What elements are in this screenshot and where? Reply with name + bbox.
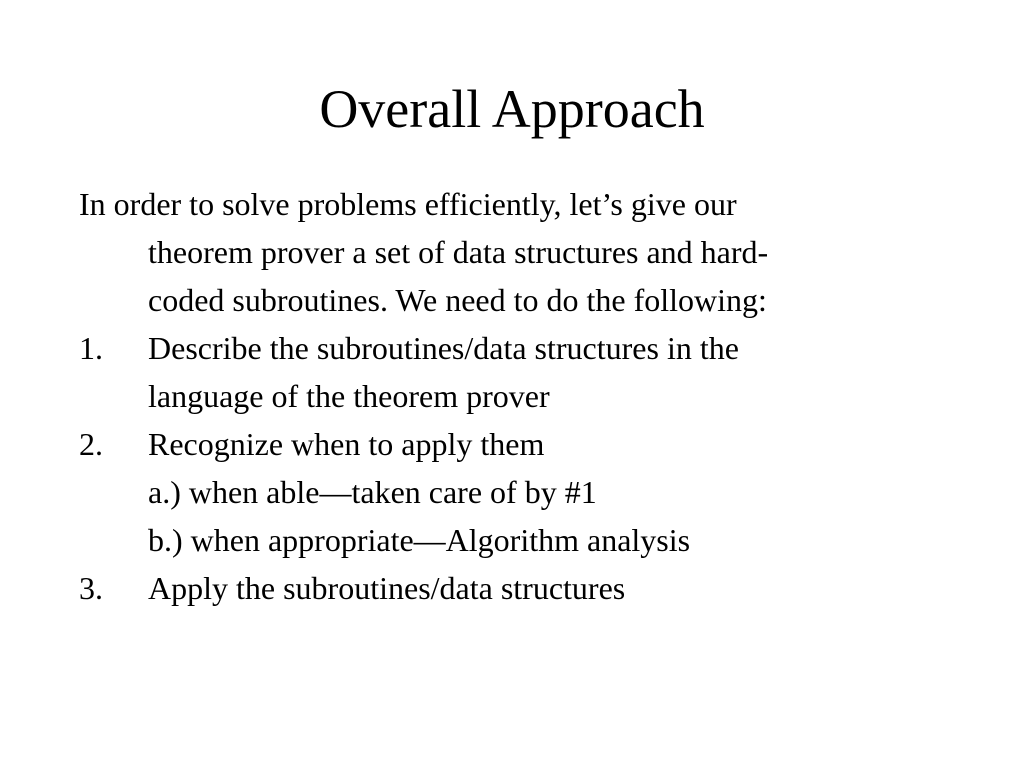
- slide-body: [79, 180, 979, 612]
- step-text: Apply the subroutines/data structures: [148, 570, 626, 606]
- sub-item-a: a.) when able—taken care of by #1: [148, 474, 597, 510]
- step-3: [79, 564, 979, 612]
- step-number: 1.: [79, 330, 103, 366]
- sub-item-b: b.) when appropriate—Algorithm analysis: [148, 522, 691, 558]
- intro-line: In order to solve problems efficiently, let’s give our: [79, 186, 737, 222]
- slide-title: Overall Approach: [319, 79, 705, 139]
- intro-line: theorem prover a set of data structures and hard-: [148, 234, 769, 270]
- step-text: Describe the subroutines/data structures in the: [148, 330, 739, 366]
- step-number: 3.: [79, 570, 103, 606]
- step-2: [79, 420, 979, 468]
- step-1: [79, 324, 979, 372]
- intro-line: coded subroutines. We need to do the following:: [148, 282, 767, 318]
- step-text-continued: language of the theorem prover: [148, 378, 550, 414]
- step-text: Recognize when to apply them: [148, 426, 545, 462]
- step-number: 2.: [79, 426, 103, 462]
